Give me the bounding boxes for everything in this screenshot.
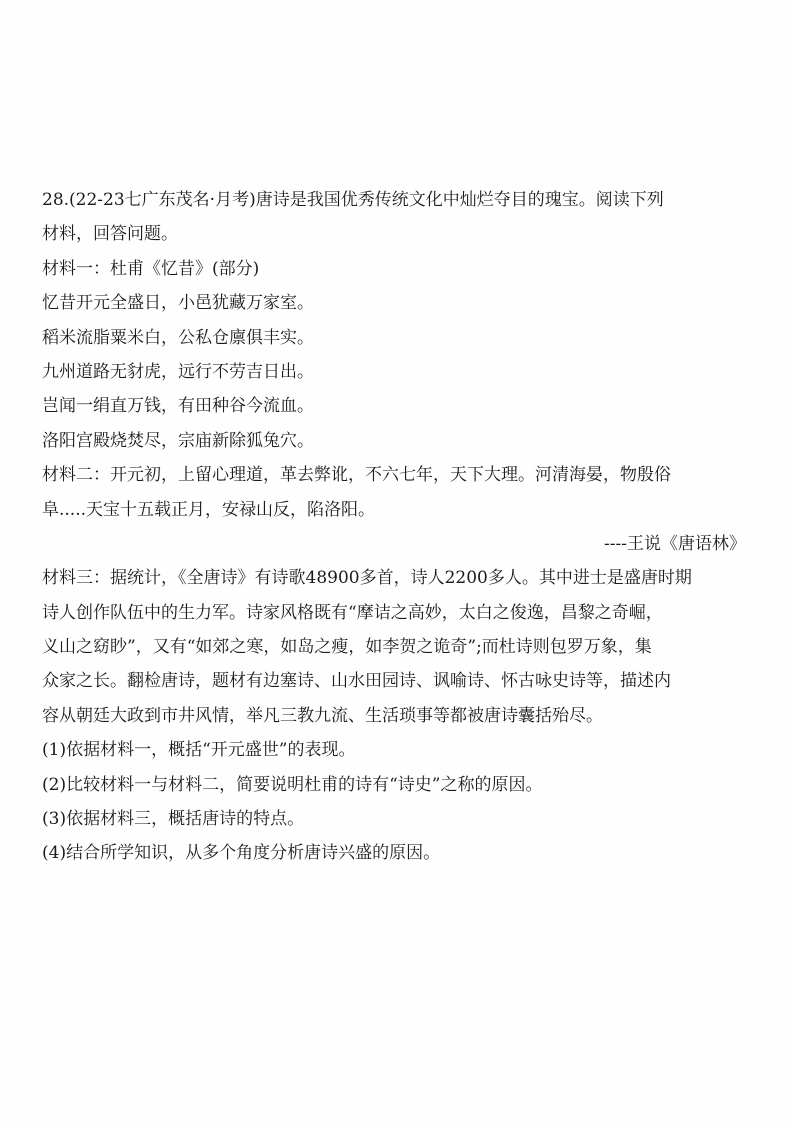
question-stem-line-1: 28.(22-23七广东茂名·月考)唐诗是我国优秀传统文化中灿烂夺目的瑰宝。阅读下列 xyxy=(42,190,664,210)
material-2-line-2: 阜.....天宝十五载正月，安禄山反，陷洛阳。 xyxy=(42,499,376,520)
sub-question-1: (1)依据材料一，概括“开元盛世”的表现。 xyxy=(42,740,356,761)
material-2-line-1: 材料二：开元初，上留心理道，革去弊讹，不六七年，天下大理。河清海晏，物殷俗 xyxy=(42,465,671,486)
material-3-line: 容从朝廷大政到市井风情，举凡三教九流、生活琐事等都被唐诗囊括殆尽。 xyxy=(42,705,603,726)
material-3-line: 材料三：据统计，《全唐诗》有诗歌48900多首，诗人2200多人。其中进士是盛唐时期 xyxy=(42,568,692,589)
material-3-line: 众家之长。翻检唐诗，题材有边塞诗、山水田园诗、讽喻诗、怀古咏史诗等，描述内 xyxy=(42,671,671,692)
sub-question-3: (3)依据材料三，概括唐诗的特点。 xyxy=(42,809,305,830)
material-1-title: 材料一：杜甫《忆昔》(部分) xyxy=(42,258,260,279)
poem-line: 九州道路无豺虎，远行不劳吉日出。 xyxy=(42,361,314,382)
material-2-source: ----王说《唐语林》 xyxy=(604,533,746,554)
question-28 xyxy=(42,183,752,871)
sub-questions xyxy=(42,733,752,871)
sub-question-2: (2)比较材料一与材料二，简要说明杜甫的诗有“诗史”之称的原因。 xyxy=(42,774,543,795)
poem-line: 洛阳宫殿烧焚尽，宗庙新除狐兔穴。 xyxy=(42,430,314,451)
poem xyxy=(42,286,752,458)
poem-line: 忆昔开元全盛日，小邑犹藏万家室。 xyxy=(42,293,314,314)
poem-line: 岂闻一绢直万钱，有田种谷今流血。 xyxy=(42,396,314,417)
sub-question-4: (4)结合所学知识，从多个角度分析唐诗兴盛的原因。 xyxy=(42,843,441,864)
material-3 xyxy=(42,561,752,733)
material-3-line: 义山之窈眇”，又有“如郊之寒，如岛之瘦，如李贺之诡奇”;而杜诗则包罗万象，集 xyxy=(42,637,652,658)
question-stem-line-2: 材料，回答问题。 xyxy=(42,224,178,245)
material-3-line: 诗人创作队伍中的生力军。诗家风格既有“摩诘之高妙，太白之俊逸，昌黎之奇崛， xyxy=(42,602,663,623)
poem-line: 稻米流脂粟米白，公私仓廪俱丰实。 xyxy=(42,327,314,348)
